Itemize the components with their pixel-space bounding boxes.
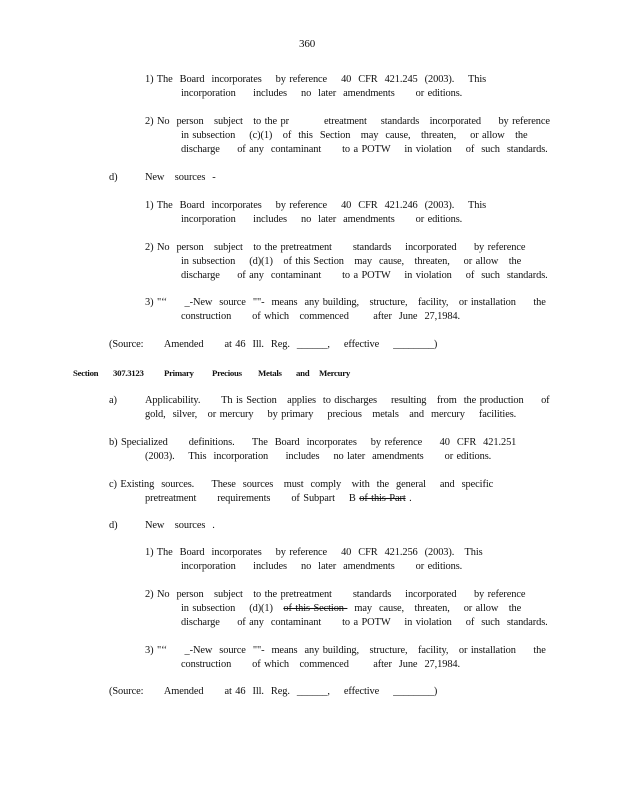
paragraph-c1-line-1: 1) The Board incorporates by reference 40 CFR 421.245 (2003). This [145,74,487,85]
paragraph-d2-line-2-end: may cause, threaten, or allow the [347,603,522,614]
section-title-word: and [296,368,310,378]
source-note: (Source: Amended at 46 Ill. Reg. ______, effective ________) [109,339,438,350]
paragraph-c2-line-2: in subsection (c)(1) of this Section may cause, threaten, or allow the [181,130,528,141]
section-number: 307.3123 [113,368,144,378]
paragraph-a-line-2: gold, silver, or mercury by primary precious metals and mercury facilities. [145,409,517,420]
paragraph-d1-line-1-b: 1) The Board incorporates by reference 40 CFR 421.256 (2003). This [145,547,483,558]
paragraph-c-line-2-text: pretreatment requirements of Subpart B [145,493,360,504]
section-title-word: Mercury [319,368,350,378]
paragraph-b-line-2: (2003). This incorporation includes no later amendments or editions. [145,451,492,462]
paragraph-d3-line-2: construction of which commenced after June 27,1984. [181,311,461,322]
paragraph-c2-line-3: discharge of any contaminant to a POTW in violation of such standards. [181,144,548,155]
paragraph-c-line-2-end: . [405,493,412,504]
section-title-word: Metals [258,368,282,378]
paragraph-d3-line-1-b: 3) "‘‘ _-New source ""- means any building, structure, facility, or installation the [145,645,546,656]
section-label: Section [73,368,99,378]
paragraph-d3-line-2-b: construction of which commenced after June 27,1984. [181,659,461,670]
subsection-a-label: a) [109,395,117,406]
paragraph-c2-line-1: 2) No person subject to the pr etreatment standards incorporated by reference [145,116,550,127]
paragraph-d1-line-1: 1) The Board incorporates by reference 40 CFR 421.246 (2003). This [145,200,487,211]
paragraph-d2-line-2-b [181,603,521,615]
paragraph-d2-line-3: discharge of any contaminant to a POTW in violation of such standards. [181,270,548,281]
paragraph-d2-line-1-b: 2) No person subject to the pretreatment standards incorporated by reference [145,589,526,600]
paragraph-d1-line-2-b: incorporation includes no later amendments or editions. [181,561,463,572]
subsection-d-heading: New sources - [145,172,216,183]
struck-text: of this Part [359,493,406,504]
subsection-d-heading-2: New sources . [145,520,215,531]
paragraph-d2-line-2: in subsection (d)(1) of this Section may cause, threaten, or allow the [181,256,522,267]
paragraph-d1-line-2: incorporation includes no later amendments or editions. [181,214,463,225]
paragraph-d3-line-1: 3) "‘‘ _-New source ""- means any building, structure, facility, or installation the [145,297,546,308]
section-title-word: Primary [164,368,194,378]
paragraph-d2-line-1: 2) No person subject to the pretreatment standards incorporated by reference [145,242,526,253]
paragraph-d2-line-2-text: in subsection (d)(1) [181,603,284,614]
page-number: 360 [299,38,316,50]
paragraph-c1-line-2: incorporation includes no later amendments or editions. [181,88,463,99]
subsection-d-label-2: d) [109,520,118,531]
paragraph-c-line-1: c) Existing sources. These sources must comply with the general and specific [109,479,494,490]
struck-text: of this Section [283,603,348,614]
paragraph-b-line-1: b) Specialized definitions. The Board incorporates by reference 40 CFR 421.251 [109,437,517,448]
subsection-d-label: d) [109,172,118,183]
paragraph-a-line-1: Applicability. Th is Section applies to discharges resulting from the production of [145,395,550,406]
paragraph-c-line-2 [145,493,412,505]
paragraph-d2-line-3-b: discharge of any contaminant to a POTW in violation of such standards. [181,617,548,628]
section-title-word: Precious [212,368,242,378]
source-note-2: (Source: Amended at 46 Ill. Reg. ______, effective ________) [109,686,438,697]
